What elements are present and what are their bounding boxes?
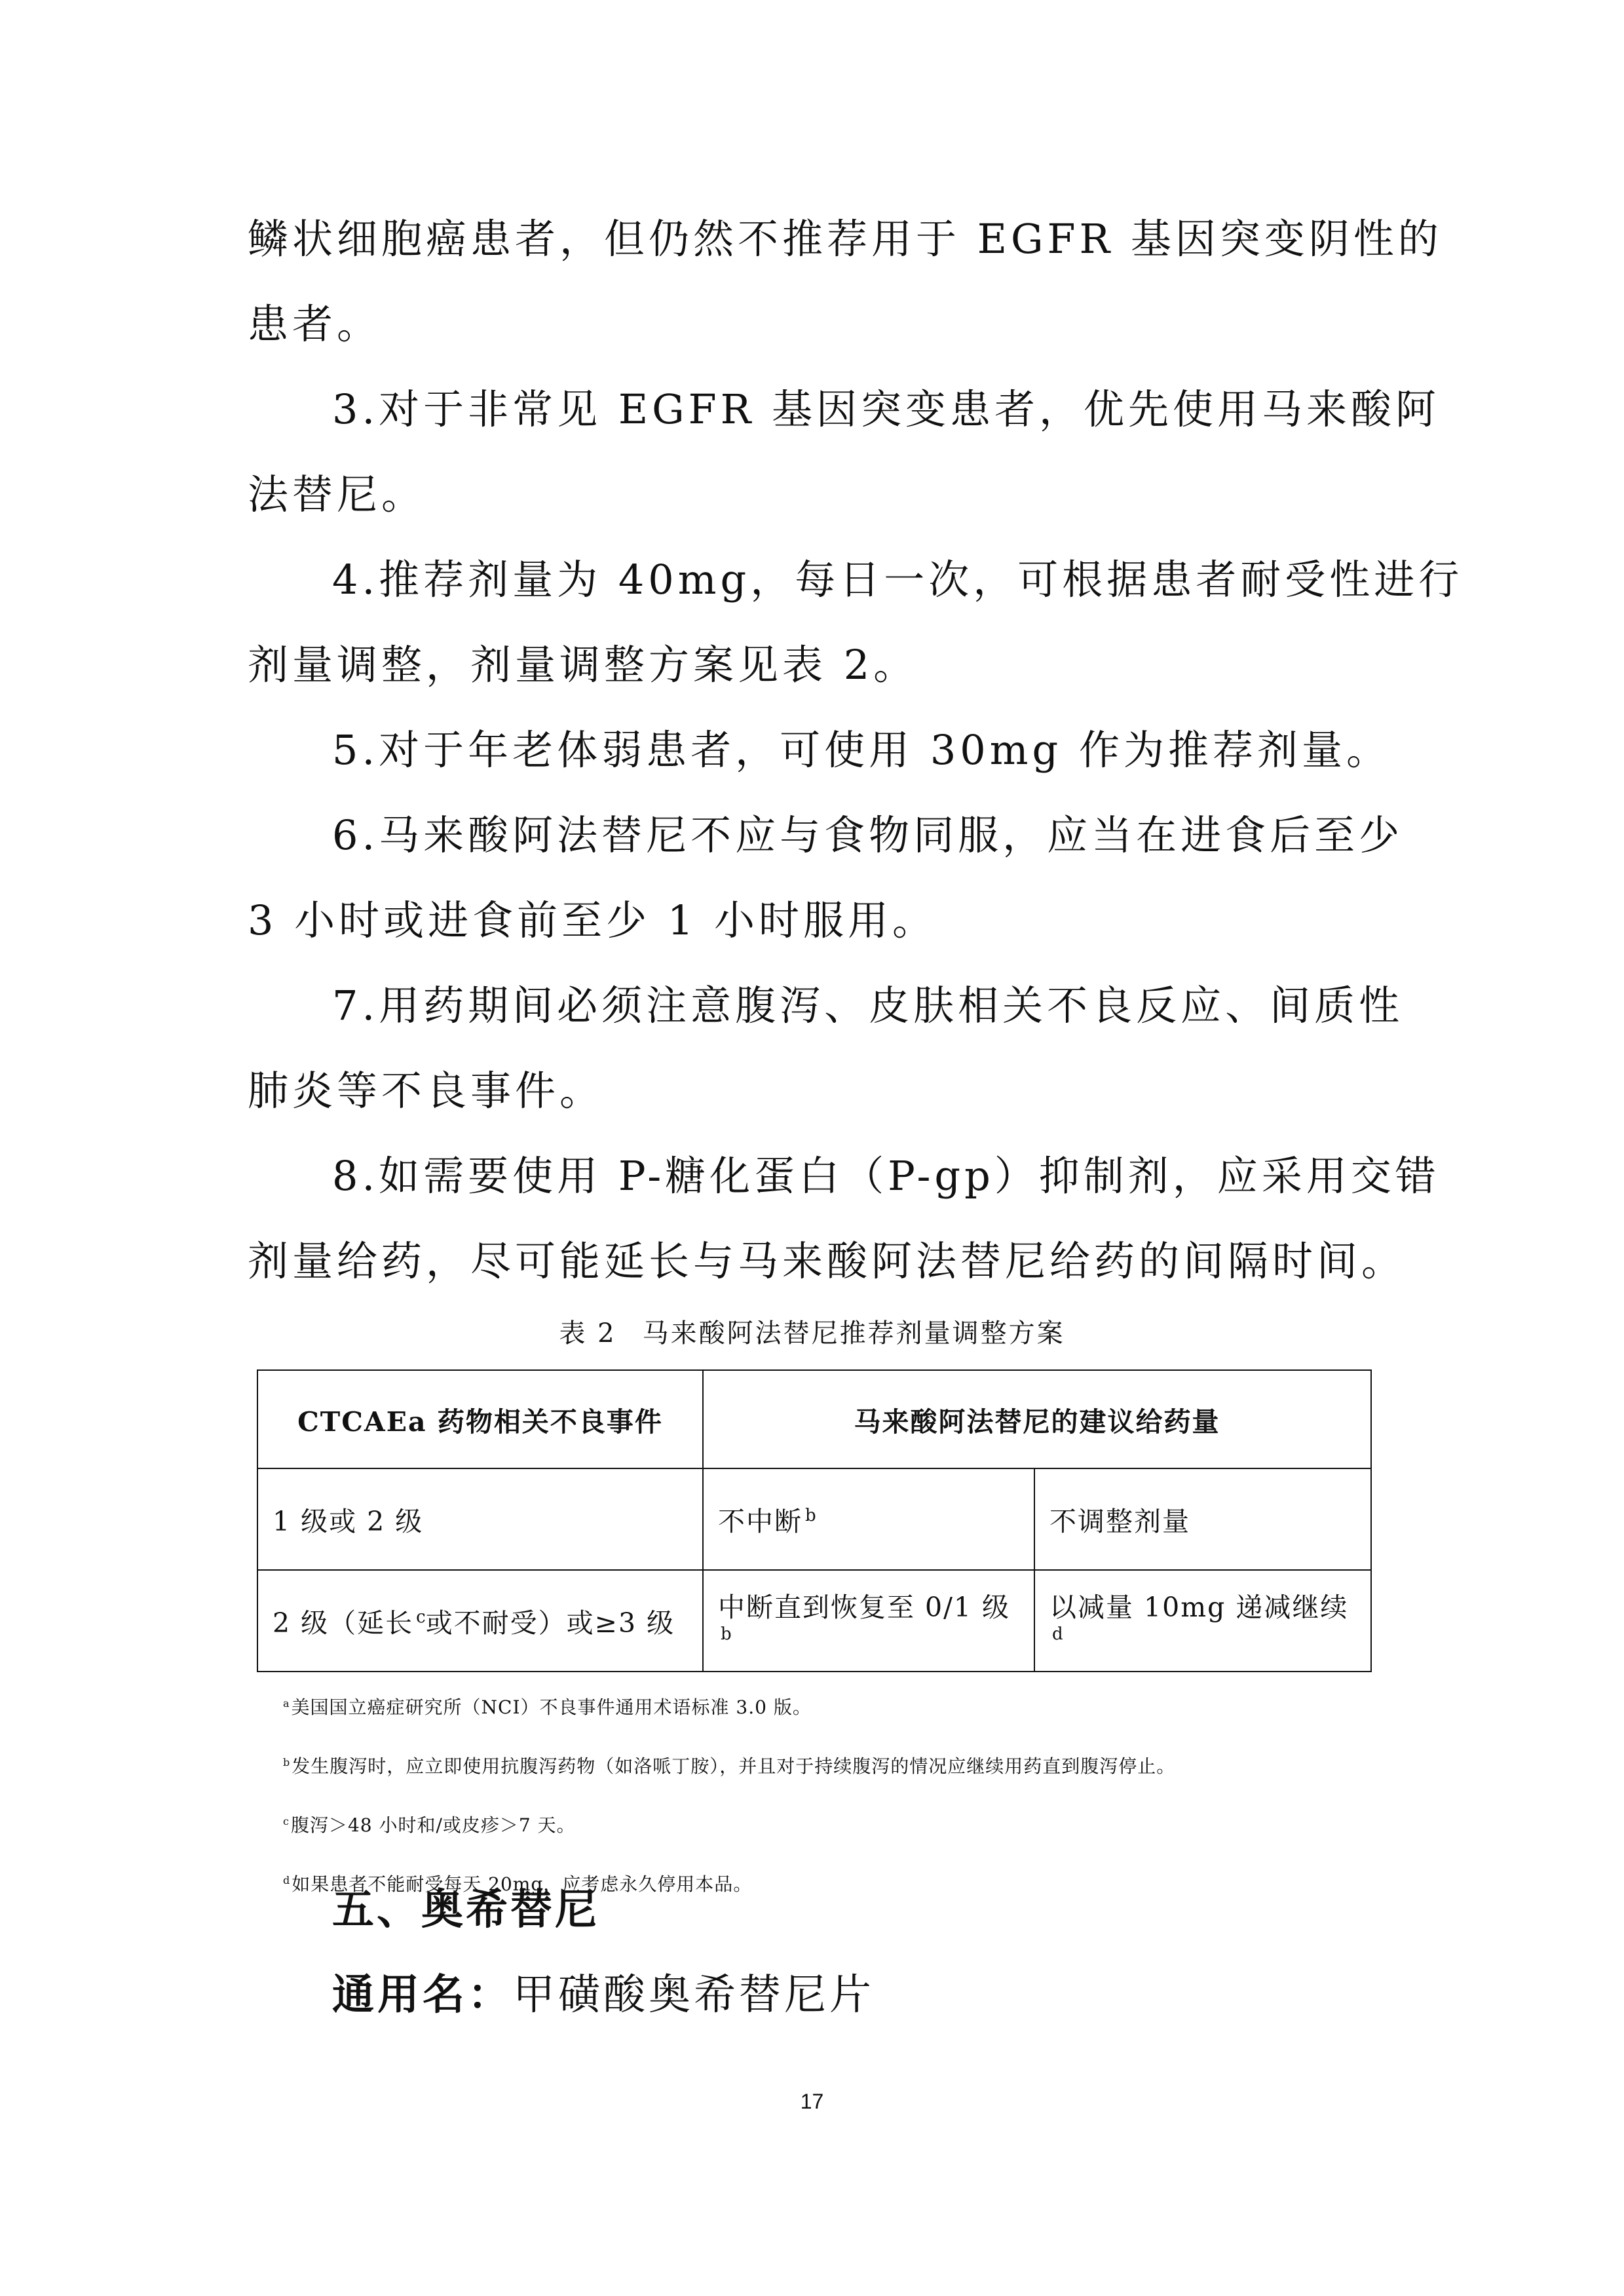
table-row xyxy=(257,1468,1371,1570)
paragraph-line: 3.对于非常见 EGFR 基因突变患者，优先使用马来酸阿 xyxy=(332,385,1441,433)
table-caption-number: 表 2 xyxy=(559,1318,616,1349)
paragraph-line: 6.马来酸阿法替尼不应与食物同服，应当在进食后至少 xyxy=(332,811,1404,859)
footnote-mark: d xyxy=(1052,1624,1063,1645)
table-footnote: $^b$发生腹泻时，应立即使用抗腹泻药物（如洛哌丁胺），并且对于持续腹泻的情况应继续用药直到腹泻停止。 xyxy=(283,1755,1176,1777)
table-cell-dose: 以减量 10mg 递减继续$^d$ xyxy=(1034,1570,1371,1672)
section-heading: 五、奥希替尼 xyxy=(332,1886,599,1934)
table-cell-action: 中断直到恢复至 0/1 级$^b$ xyxy=(703,1570,1034,1672)
table-header-row xyxy=(257,1370,1371,1468)
paragraph-line: 肺炎等不良事件。 xyxy=(248,1067,605,1115)
table-caption xyxy=(0,1314,1624,1353)
paragraph-line: 剂量调整，剂量调整方案见表 2。 xyxy=(248,641,918,689)
paragraph-line: 3 小时或进食前至少 1 小时服用。 xyxy=(248,896,937,944)
table-footnote: $^a$美国国立癌症研究所（NCI）不良事件通用术语标准 3.0 版。 xyxy=(283,1696,812,1718)
paragraph-line: 患者。 xyxy=(248,300,382,348)
dose-adjustment-table xyxy=(257,1369,1372,1672)
table-cell-dose: 不调整剂量 xyxy=(1034,1468,1371,1570)
paragraph-line: 鳞状细胞癌患者，但仍然不推荐用于 EGFR 基因突变阴性的 xyxy=(248,215,1443,263)
paragraph-line: 8.如需要使用 P-糖化蛋白（P-gp）抑制剂，应采用交错 xyxy=(332,1152,1440,1200)
footnote-mark: b xyxy=(805,1506,816,1526)
paragraph-line: 7.用药期间必须注意腹泻、皮肤相关不良反应、间质性 xyxy=(332,982,1404,1029)
table-cell-grade: 1 级或 2 级 xyxy=(257,1468,703,1570)
table-row xyxy=(257,1570,1371,1672)
footnote-mark: c xyxy=(416,1607,426,1628)
generic-name-value: 甲磺酸奥希替尼片 xyxy=(513,1971,875,2019)
table-caption-title: 马来酸阿法替尼推荐剂量调整方案 xyxy=(642,1318,1065,1349)
generic-name-line xyxy=(332,1966,875,2025)
paragraph-line: 5.对于年老体弱患者，可使用 30mg 作为推荐剂量。 xyxy=(332,726,1391,774)
table-cell-action: 不中断 $^b$ xyxy=(703,1468,1034,1570)
table-footnote: $^d$如果患者不能耐受每天 20mg，应考虑永久停用本品。 xyxy=(283,1873,753,1895)
paragraph-line: 剂量给药，尽可能延长与马来酸阿法替尼给药的间隔时间。 xyxy=(248,1237,1407,1285)
paragraph-line: 法替尼。 xyxy=(248,470,426,518)
generic-name-label: 通用名： xyxy=(332,1971,513,2019)
footnote-mark: b xyxy=(721,1624,732,1645)
table-cell-grade: 2 级（延长 $^c$或不耐受）或≥3 级 xyxy=(257,1570,703,1672)
page-number: 17 xyxy=(800,2090,824,2113)
table-header-adverse-event: CTCAEa 药物相关不良事件 xyxy=(257,1370,703,1468)
paragraph-line: 4.推荐剂量为 40mg，每日一次，可根据患者耐受性进行 xyxy=(332,556,1463,603)
table-header-dosage: 马来酸阿法替尼的建议给药量 xyxy=(703,1370,1371,1468)
table-footnote: $^c$腹泻＞48 小时和/或皮疹＞7 天。 xyxy=(283,1814,576,1836)
